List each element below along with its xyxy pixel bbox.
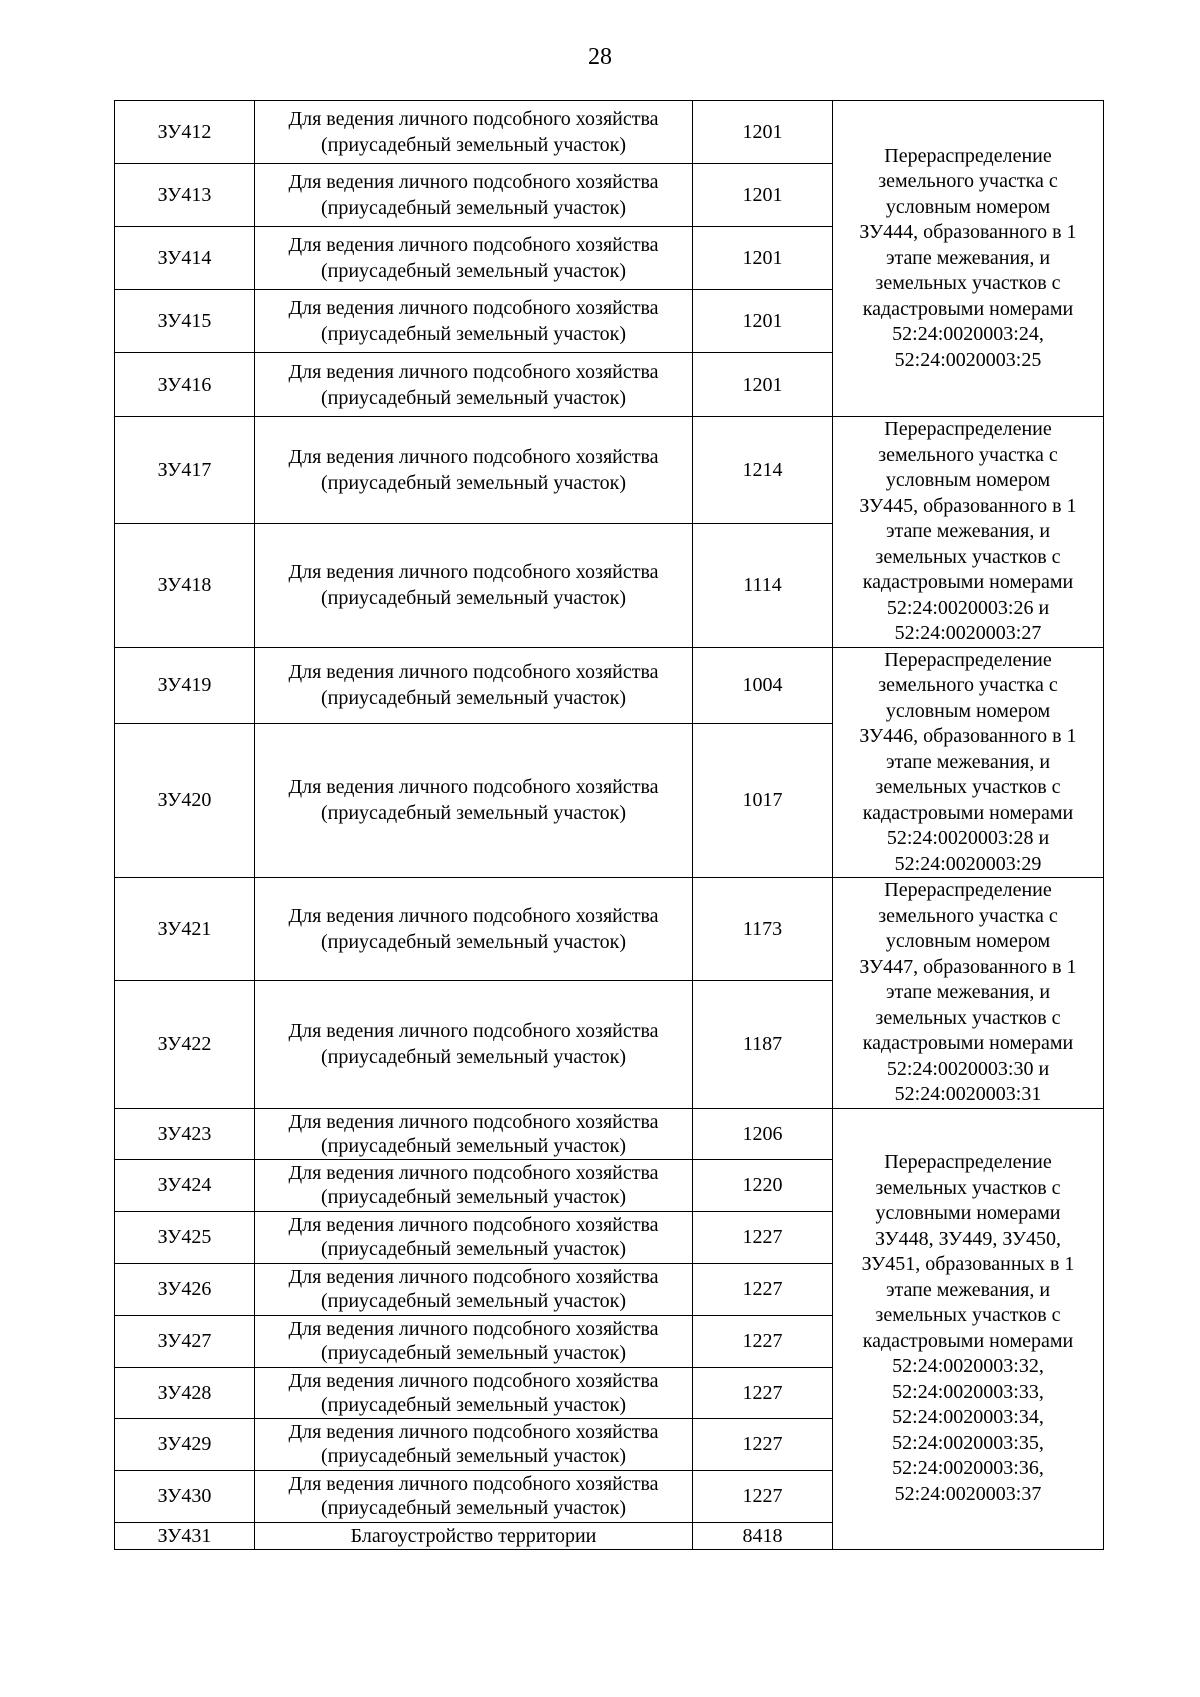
- plot-id-cell: ЗУ415: [115, 290, 255, 353]
- permitted-use-line: (приусадебный земельный участок): [320, 1238, 627, 1260]
- permitted-use-cell: [255, 1211, 693, 1263]
- permitted-use-cell: [255, 1470, 693, 1522]
- area-cell: 1227: [693, 1470, 833, 1522]
- area-cell: 1017: [693, 723, 833, 877]
- permitted-use-cell: [255, 723, 693, 877]
- area-cell: 1206: [693, 1108, 833, 1159]
- formation-method-line: земельных участков с: [875, 1176, 1061, 1199]
- permitted-use-cell: [255, 524, 693, 647]
- permitted-use-cell: [255, 290, 693, 353]
- permitted-use-line: (приусадебный земельный участок): [320, 1445, 627, 1467]
- formation-method-cell: [833, 417, 1104, 648]
- formation-method-cell: [833, 878, 1104, 1109]
- table-row: [115, 647, 1104, 723]
- permitted-use-line: Для ведения личного подсобного хозяйства: [288, 1110, 659, 1133]
- permitted-use-cell: [255, 981, 693, 1108]
- permitted-use-cell: [255, 417, 693, 524]
- formation-method-line: 52:24:0020003:27: [894, 622, 1042, 644]
- plot-id-cell: ЗУ418: [115, 524, 255, 647]
- plot-id-cell: ЗУ425: [115, 1211, 255, 1263]
- formation-method-line: Перераспределение: [884, 648, 1052, 671]
- permitted-use-line: (приусадебный земельный участок): [320, 134, 627, 156]
- plot-id-cell: ЗУ428: [115, 1367, 255, 1418]
- permitted-use-line: (приусадебный земельный участок): [320, 1046, 627, 1069]
- area-cell: 1201: [693, 290, 833, 353]
- formation-method-line: 52:24:0020003:26 и: [886, 596, 1050, 619]
- plot-id-cell: ЗУ417: [115, 417, 255, 524]
- formation-method-line: 52:24:0020003:34,: [892, 1406, 1044, 1428]
- plot-id-cell: ЗУ426: [115, 1263, 255, 1315]
- formation-method-line: земельного участка с: [878, 674, 1058, 696]
- formation-method-line: условным номером: [885, 469, 1051, 491]
- formation-method-line: земельных участков с: [875, 1006, 1061, 1029]
- formation-method-line: 52:24:0020003:35,: [892, 1431, 1044, 1454]
- formation-method-line: земельного участка с: [878, 443, 1058, 466]
- formation-method-line: кадастровыми номерами: [862, 801, 1074, 824]
- permitted-use-line: Для ведения личного подсобного хозяйства: [288, 108, 659, 130]
- permitted-use-line: Для ведения личного подсобного хозяйства: [288, 446, 659, 469]
- formation-method-line: этапе межевания, и: [885, 981, 1051, 1003]
- area-cell: 1201: [693, 164, 833, 227]
- table-row: [115, 101, 1104, 164]
- area-cell: 1227: [693, 1211, 833, 1263]
- formation-method-line: земельных участков с: [875, 272, 1061, 295]
- formation-method-line: Перераспределение: [884, 144, 1052, 167]
- area-cell: 1201: [693, 101, 833, 164]
- permitted-use-line: (приусадебный земельный участок): [320, 587, 627, 610]
- plot-id-cell: ЗУ430: [115, 1470, 255, 1522]
- plot-id-cell: ЗУ414: [115, 227, 255, 290]
- permitted-use-cell: [255, 227, 693, 290]
- permitted-use-line: Для ведения личного подсобного хозяйства: [288, 297, 659, 319]
- formation-method-line: ЗУ451, образованных в 1: [861, 1253, 1075, 1275]
- permitted-use-line: (приусадебный земельный участок): [320, 802, 627, 825]
- area-cell: 1201: [693, 353, 833, 417]
- permitted-use-cell: [255, 353, 693, 417]
- permitted-use-cell: [255, 1108, 693, 1159]
- area-cell: 1220: [693, 1159, 833, 1211]
- formation-method-cell: [833, 1108, 1104, 1549]
- plot-id-cell: ЗУ419: [115, 647, 255, 723]
- area-cell: 1201: [693, 227, 833, 290]
- plot-id-cell: ЗУ413: [115, 164, 255, 227]
- formation-method-line: земельных участков с: [875, 1304, 1061, 1326]
- formation-method-line: Перераспределение: [884, 879, 1052, 901]
- permitted-use-cell: [255, 647, 693, 723]
- permitted-use-line: Благоустройство территории: [350, 1524, 597, 1547]
- permitted-use-cell: [255, 1263, 693, 1315]
- formation-method-line: кадастровыми номерами: [862, 1329, 1074, 1352]
- plot-id-cell: ЗУ421: [115, 878, 255, 981]
- permitted-use-line: (приусадебный земельный участок): [320, 260, 627, 282]
- permitted-use-line: (приусадебный земельный участок): [320, 687, 627, 710]
- permitted-use-line: (приусадебный земельный участок): [320, 197, 627, 219]
- area-cell: 1227: [693, 1263, 833, 1315]
- permitted-use-cell: [255, 1418, 693, 1470]
- area-cell: 1114: [693, 524, 833, 647]
- formation-method-line: кадастровыми номерами: [862, 1032, 1074, 1054]
- formation-method-line: ЗУ444, образованного в 1: [859, 221, 1077, 244]
- permitted-use-line: (приусадебный земельный участок): [320, 1393, 627, 1416]
- table-row: [115, 417, 1104, 524]
- formation-method-line: 52:24:0020003:30 и: [886, 1057, 1050, 1080]
- area-cell: 8418: [693, 1522, 833, 1549]
- permitted-use-line: Для ведения личного подсобного хозяйства: [288, 905, 659, 928]
- permitted-use-cell: [255, 1522, 693, 1549]
- formation-method-line: кадастровыми номерами: [862, 571, 1074, 593]
- plot-id-cell: ЗУ416: [115, 353, 255, 417]
- permitted-use-line: Для ведения личного подсобного хозяйства: [288, 234, 659, 256]
- permitted-use-line: Для ведения личного подсобного хозяйства: [288, 561, 659, 584]
- formation-method-line: условными номерами: [875, 1202, 1061, 1224]
- permitted-use-line: (приусадебный земельный участок): [320, 1290, 627, 1312]
- plot-id-cell: ЗУ422: [115, 981, 255, 1108]
- permitted-use-line: Для ведения личного подсобного хозяйства: [288, 1421, 659, 1443]
- permitted-use-line: Для ведения личного подсобного хозяйства: [288, 1020, 659, 1043]
- formation-method-line: 52:24:0020003:29: [894, 852, 1042, 875]
- formation-method-line: 52:24:0020003:24,: [892, 323, 1044, 346]
- land-plots-table: [114, 100, 1104, 1550]
- permitted-use-line: Для ведения личного подсобного хозяйства: [288, 1266, 659, 1288]
- plot-id-cell: ЗУ420: [115, 723, 255, 877]
- permitted-use-cell: [255, 1159, 693, 1211]
- permitted-use-line: Для ведения личного подсобного хозяйства: [288, 661, 659, 684]
- formation-method-line: земельного участка с: [878, 904, 1058, 927]
- permitted-use-line: Для ведения личного подсобного хозяйства: [288, 1318, 659, 1340]
- formation-method-line: земельных участков с: [875, 545, 1061, 568]
- area-cell: 1227: [693, 1367, 833, 1418]
- permitted-use-line: (приусадебный земельный участок): [320, 1134, 627, 1157]
- plot-id-cell: ЗУ429: [115, 1418, 255, 1470]
- formation-method-line: ЗУ446, образованного в 1: [859, 725, 1077, 747]
- formation-method-line: земельных участков с: [875, 776, 1061, 798]
- permitted-use-line: (приусадебный земельный участок): [320, 1497, 627, 1519]
- formation-method-line: условным номером: [885, 930, 1051, 952]
- area-cell: 1004: [693, 647, 833, 723]
- permitted-use-cell: [255, 1367, 693, 1418]
- formation-method-line: 52:24:0020003:31: [894, 1083, 1042, 1105]
- table-row: [115, 1108, 1104, 1159]
- permitted-use-line: Для ведения личного подсобного хозяйства: [288, 1473, 659, 1495]
- permitted-use-cell: [255, 1315, 693, 1367]
- permitted-use-line: Для ведения личного подсобного хозяйства: [288, 171, 659, 193]
- formation-method-line: этапе межевания, и: [885, 1278, 1051, 1301]
- formation-method-line: 52:24:0020003:36,: [892, 1457, 1044, 1479]
- formation-method-line: ЗУ448, ЗУ449, ЗУ450,: [874, 1227, 1062, 1250]
- formation-method-line: этапе межевания, и: [885, 750, 1051, 773]
- plot-id-cell: ЗУ412: [115, 101, 255, 164]
- formation-method-line: кадастровыми номерами: [862, 297, 1074, 320]
- formation-method-line: 52:24:0020003:25: [894, 348, 1042, 371]
- permitted-use-line: Для ведения личного подсобного хозяйства: [288, 1214, 659, 1236]
- page-number: 28: [588, 44, 612, 70]
- formation-method-line: этапе межевания, и: [885, 246, 1051, 269]
- formation-method-line: Перераспределение: [884, 1151, 1052, 1173]
- formation-method-line: условным номером: [885, 195, 1051, 218]
- permitted-use-line: (приусадебный земельный участок): [320, 323, 627, 345]
- table-body: [115, 101, 1104, 1550]
- area-cell: 1173: [693, 878, 833, 981]
- permitted-use-line: (приусадебный земельный участок): [320, 1342, 627, 1364]
- formation-method-line: Перераспределение: [884, 418, 1052, 440]
- permitted-use-line: (приусадебный земельный участок): [320, 386, 627, 409]
- plot-id-cell: ЗУ427: [115, 1315, 255, 1367]
- formation-method-line: ЗУ445, образованного в 1: [859, 494, 1077, 517]
- permitted-use-line: Для ведения личного подсобного хозяйства: [288, 1162, 659, 1184]
- area-cell: 1214: [693, 417, 833, 524]
- formation-method-line: 52:24:0020003:32,: [892, 1355, 1044, 1377]
- area-cell: 1227: [693, 1418, 833, 1470]
- area-cell: 1187: [693, 981, 833, 1108]
- permitted-use-cell: [255, 101, 693, 164]
- formation-method-line: 52:24:0020003:33,: [892, 1380, 1044, 1403]
- plot-id-cell: ЗУ431: [115, 1522, 255, 1549]
- permitted-use-cell: [255, 164, 693, 227]
- plot-id-cell: ЗУ423: [115, 1108, 255, 1159]
- plot-id-cell: ЗУ424: [115, 1159, 255, 1211]
- permitted-use-line: Для ведения личного подсобного хозяйства: [288, 1369, 659, 1392]
- permitted-use-line: Для ведения личного подсобного хозяйства: [288, 776, 659, 799]
- formation-method-cell: [833, 101, 1104, 417]
- formation-method-line: условным номером: [885, 699, 1051, 722]
- area-cell: 1227: [693, 1315, 833, 1367]
- formation-method-line: ЗУ447, образованного в 1: [859, 955, 1077, 978]
- permitted-use-line: (приусадебный земельный участок): [320, 931, 627, 954]
- permitted-use-line: (приусадебный земельный участок): [320, 1186, 627, 1208]
- formation-method-line: 52:24:0020003:28 и: [886, 827, 1050, 849]
- permitted-use-line: Для ведения личного подсобного хозяйства: [288, 360, 659, 383]
- formation-method-line: этапе межевания, и: [885, 520, 1051, 542]
- table-row: [115, 878, 1104, 981]
- permitted-use-cell: [255, 878, 693, 981]
- formation-method-line: 52:24:0020003:37: [894, 1482, 1042, 1505]
- permitted-use-line: (приусадебный земельный участок): [320, 472, 627, 495]
- formation-method-line: земельного участка с: [878, 170, 1058, 193]
- formation-method-cell: [833, 647, 1104, 878]
